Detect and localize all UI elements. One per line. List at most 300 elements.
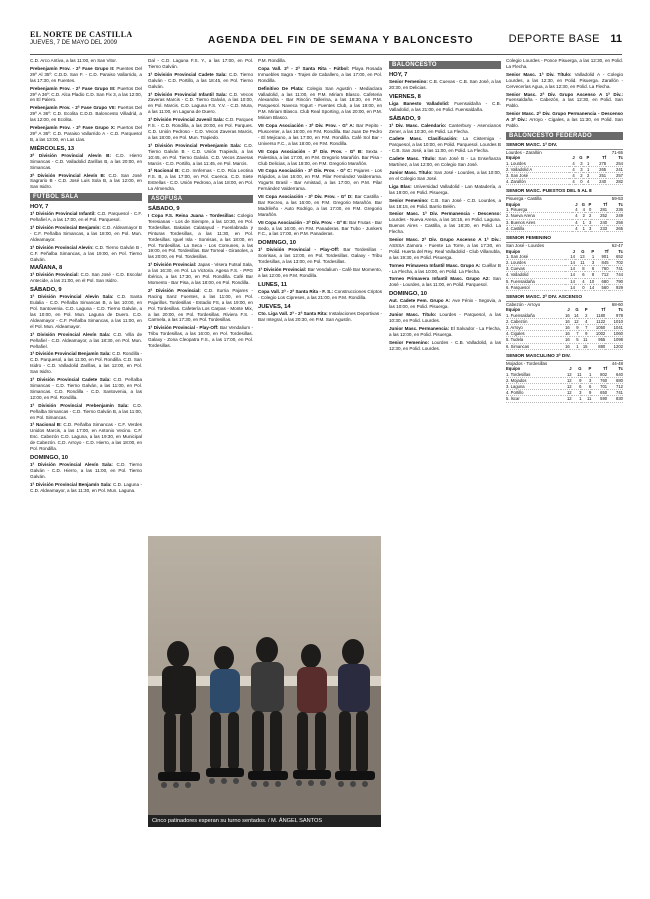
table-cell: 6 <box>585 266 595 272</box>
match-details: Lourdes - C.B. Valladolid, a las 12:30, en Polid. Lourdes. <box>389 339 501 351</box>
table-cell: 1 <box>585 254 595 260</box>
match-details: C.D. Peñalba Simancas - C.D. Tierno Galván, a las 11:00, en Pol. Simancas. C.D. Rondilla - C.D. Santovenia, a las 12:00, en Pol. Rondilla. <box>30 377 142 400</box>
schedule-entry <box>30 422 142 452</box>
table-cell: 14 <box>565 259 575 265</box>
standings-table <box>506 366 623 402</box>
schedule-entry <box>258 149 382 167</box>
schedule-entry <box>389 170 501 182</box>
match-details: San José - Lourdes, a las 11:00, en Polid. Parquesol. <box>389 276 501 288</box>
match-details: C.D. Santa Eulalia - C.D. Peñalba Simancas B, a las 10:00, en Pol. Santovenia. C.D. Laguna - C.D. Tierno Galván, a las 10:00, en Pol. Mun. Laguna de Duero. C.D. Aldeamayor - C.F. Peñalba Simancas, a las 11:00, en el Pol. Mun. Aldeamayor. <box>30 294 142 329</box>
table-cell: 929 <box>609 284 623 290</box>
schedule-entry <box>30 211 142 223</box>
standings-table <box>506 307 623 349</box>
schedule-entry <box>148 117 253 141</box>
schedule-entry <box>148 92 253 116</box>
result-score: 44-48 <box>611 360 623 366</box>
schedule-entry <box>30 294 142 329</box>
schedule-entry <box>389 156 501 168</box>
table-cell: 6. Simancas <box>506 343 561 349</box>
match-details: Cuéllar B - La Flecha, a las 10:00, en Polid. La Flecha. <box>389 262 501 274</box>
match-details: C.D. Hierro Simancas - C.D. Valladolid Zarillas B, a las 20:00, en Simancas. <box>30 152 142 170</box>
column-header: Tf <box>604 248 609 254</box>
table-cell: 760 <box>594 266 608 272</box>
schedule-entry <box>258 289 382 301</box>
table-row <box>506 179 623 185</box>
schedule-entry <box>148 168 253 192</box>
result-score: 59-53 <box>611 196 623 202</box>
schedule-entry <box>30 332 142 350</box>
schedule-entry <box>258 86 382 121</box>
column-header: J <box>572 155 575 161</box>
match-details: C.D. San José - C.D. Escolar Antecide, a las 21:00, en el Pol. San Isidro. <box>30 272 142 284</box>
table-cell: 845 <box>594 259 608 265</box>
competition-name: 1ª División Provincial Prebenjamín Sala: <box>148 142 244 148</box>
competition-name: 1ª División Provincial Alevín Sala: <box>30 294 118 300</box>
day-heading: DOMINGO, 10 <box>30 454 69 461</box>
table-cell: 236 <box>607 207 623 213</box>
col2-items2 <box>148 213 253 349</box>
table-cell: 1. San José <box>506 254 565 260</box>
match-details: C.B. San José - C.D. Lourdes, a las 18:15, en Polid. Barrio Belén. <box>389 197 501 209</box>
section-band-asofusa: ASOFUSA <box>148 195 253 203</box>
table-cell: 1. Pisuerga <box>506 207 572 213</box>
table-cell: 712 <box>607 383 623 389</box>
table-cell: 2. Lourdes <box>506 259 565 265</box>
day-heading: LUNES, 11 <box>258 281 287 288</box>
competition-name: 1ª División Provincial - Play-Off: <box>258 247 344 253</box>
col1-items6 <box>30 462 142 494</box>
table-cell: 4. Castilla <box>506 225 572 231</box>
table-cell: 14 <box>565 284 575 290</box>
table-cell: 240 <box>589 179 606 185</box>
standings-title: SENIOR MASC. PUESTOS DEL 5 AL 8 <box>506 189 623 196</box>
match-details: Puentes Del 29º Al 35º: C.D.D. San F. - C.D. Paraiso Vallarrido, a las 17:30, en Fuentes. <box>30 65 142 83</box>
match-details: C.D. Arco Antiva, a las 11:00, en San Vitor. <box>30 58 117 63</box>
table-cell: 14 <box>565 278 575 284</box>
table-cell: 1. Lourdes <box>506 161 569 167</box>
table-cell: 3. Arroyo <box>506 325 561 331</box>
table-cell: 1 <box>581 372 591 378</box>
standings-table-block <box>506 189 623 232</box>
competition-name: Aut. Cadete Fem. Grupo A: <box>389 298 453 304</box>
competition-name: Copa Vall. 2ª - 2ª Santa Rita - Fútbol: <box>258 65 352 71</box>
table-cell: 702 <box>609 259 623 265</box>
schedule-entry <box>389 237 501 261</box>
col1-items <box>30 58 142 143</box>
schedule-entry <box>30 272 142 284</box>
table-cell: 11 <box>572 372 582 378</box>
issue-date: JUEVES, 7 DE MAYO DEL 2009 <box>30 40 118 46</box>
table-cell: 16 <box>561 343 570 349</box>
skaters-photo-image <box>148 536 381 815</box>
competition-name: 1ª División Provincial Alevín Sala: <box>30 461 117 467</box>
table-cell: 901 <box>594 254 608 260</box>
table-cell: 1010 <box>605 318 623 324</box>
table-cell: 4. Cigales <box>506 331 561 337</box>
schedule-entry <box>258 194 382 218</box>
table-cell: 680 <box>594 278 608 284</box>
competition-name: 1ª Nacional B: <box>30 422 64 428</box>
day-heading: SÁBADO, 9 <box>389 115 421 122</box>
table-cell: 1098 <box>605 337 623 343</box>
table-cell: 5. Tudela <box>506 337 561 343</box>
table-cell: 240 <box>591 219 607 225</box>
day-heading: MIÉRCOLES, 13 <box>30 145 75 152</box>
standings-title: SENIOR FEMENINO <box>506 236 623 243</box>
table-cell: 1041 <box>605 325 623 331</box>
match-details: Arroyo - Cigales, a las 11:30, en Polid. San Pablo. <box>506 117 623 129</box>
competition-name: Senior Masc. 2ª Div. Grupo Permanencia - Descenso A 3ª Div.: <box>506 111 623 123</box>
table-cell: 12 <box>561 383 572 389</box>
table-cell: 880 <box>588 343 606 349</box>
col1-items2 <box>30 153 142 190</box>
schedule-entry <box>258 123 382 147</box>
standings-table-block <box>506 236 623 291</box>
column-header: Tc <box>618 155 623 161</box>
competition-name: Liga Banesto Valladolid: <box>389 100 455 106</box>
table-cell: 16 <box>561 318 570 324</box>
schedule-entry <box>148 325 253 349</box>
table-row <box>506 396 623 402</box>
competition-name: 1ª División Provincial Alevín: <box>30 244 96 250</box>
table-cell: 249 <box>607 213 623 219</box>
result-score: 68-60 <box>611 301 623 307</box>
match-details: C.B. Cuevas - C.B. San José, a las 20:30, en Delicias. <box>389 79 501 90</box>
competition-name: Senior Femenino: <box>389 339 432 345</box>
result-teams: Lourdes - Zarallón <box>506 149 542 155</box>
column-header: P <box>584 307 588 313</box>
schedule-entry <box>389 136 501 154</box>
col5-items <box>506 58 623 129</box>
match-details: San José B - La Enseñanza Martínez, a las 12:00, en Colegio San José. <box>389 156 501 168</box>
competition-name: Prebenjamín Prov. - 2ª Fase Grupo VII: <box>30 105 118 111</box>
column-header: J <box>567 307 570 313</box>
standings-table <box>506 155 623 185</box>
table-row <box>506 225 623 231</box>
table-cell: 16 <box>561 313 570 319</box>
table-cell: 7 <box>570 331 579 337</box>
day-heading: DOMINGO, 10 <box>389 291 428 298</box>
match-details: ASSSA Zamora - Fuente La Torre, a las 17:30, en Polid. Huerta del Rey. Real Valladolid - Club Villanubla, a las 19:30, en Polid. Pisuerga. <box>389 242 501 260</box>
match-details: C.D. Parquesol - C.F. Peñafiel A, a las 17:00, en el Pol. Parquesol. <box>30 211 142 223</box>
column-1 <box>30 58 142 858</box>
match-details: C.D. Villa de Peñafiel - C.D. Aldeamayor, a las 18:30, en Pol. Mun. Peñafiel. <box>30 331 142 349</box>
competition-name: 1ª División Provincial Benjamín Sala: <box>30 481 114 487</box>
schedule-entry <box>30 462 142 480</box>
column-2 <box>148 58 253 530</box>
match-details: Lourdes - Parquesol, a las 10:30, en Polid. Lourdes. <box>389 312 501 323</box>
table-cell: 978 <box>605 313 623 319</box>
table-cell: 4 <box>572 225 577 231</box>
schedule-entry <box>258 168 382 192</box>
table-cell: 3. San José <box>506 173 569 179</box>
col4-items3 <box>389 123 501 289</box>
standings-tables <box>506 143 623 403</box>
table-cell: 11 <box>579 337 588 343</box>
match-details: Sexta - Palestina, a las 17:00, en P.M. Gregorio Marañón. Bar Pisa - Club Delicias, a las 18:00, en P.M. Gregorio Marañón. <box>258 148 382 166</box>
result-teams: Pisuerga - Castilla <box>506 196 542 202</box>
competition-name: Definitivo De Plata: <box>258 85 307 91</box>
table-cell: 712 <box>594 272 608 278</box>
competition-name: Copa Vall. 2ª - 2ª Santa Rita - F. S.: <box>258 288 335 294</box>
match-details: Puertos Del 29º A 36º: C.D. Paraiso Vallarrido A - C.D. Parquesol B, a las 13:00, en Las Llas. <box>30 125 142 142</box>
table-cell: 3. Cuevas <box>506 266 565 272</box>
table-row <box>506 284 623 290</box>
day-heading: VIERNES, 8 <box>389 93 421 100</box>
standings-table-block <box>506 354 623 403</box>
table-cell: 10 <box>585 278 595 284</box>
match-details: C.D. Parques F.S. - C.D. Rondilla, a las 20:00, en Pol. Parques. C.D. Unión Pedroso - C.D. Vecos Zaveras Marcis, a las 18:00, en Pol. Mun. Trapiedo. <box>148 117 253 140</box>
schedule-entry <box>389 312 501 324</box>
schedule-entry <box>389 263 501 275</box>
day-heading: SÁBADO, 9 <box>30 287 62 294</box>
table-cell: 251 <box>589 173 606 179</box>
table-cell: 13 <box>575 254 585 260</box>
competition-name: 1ª División Provincial Benjamín Sala: <box>30 351 113 357</box>
schedule-entry <box>30 105 142 123</box>
schedule-entry <box>148 288 253 323</box>
table-cell: 281 <box>591 207 607 213</box>
competition-name: Cadete Masc. Clasificación: <box>389 136 463 142</box>
col2-items <box>148 58 253 192</box>
schedule-entry <box>506 72 623 90</box>
table-cell: 2. Mojados <box>506 377 561 383</box>
match-details: Puertos Del 29º A 36º: C.D. Alca Pladio C.D. San Fix 3, a las 12:00, en El Palero. <box>30 85 142 103</box>
skaters-photo <box>148 536 381 815</box>
match-details: Valladolid A - Colegio Lourdes, a las 12:30, en Polid. Pisuerga. Zarallón - Cervecerías Agua, a las 12:30, en Polid. La Flecha. <box>506 71 623 89</box>
table-cell: 2. Cabezón <box>506 318 561 324</box>
table-cell: 5. Fuensaldaña <box>506 278 565 284</box>
competition-name: Junior Masc. Título: <box>389 312 440 318</box>
schedule-entry <box>389 101 501 113</box>
match-details: C.D. San José Sagrario B - C.D. José Luis Sola B, a las 12:00, en San Isidro. <box>30 172 142 190</box>
schedule-entry <box>389 276 501 288</box>
match-details: C.D. Vecos Zaveras Marcis - C.D. Tierno Galván, a las 10:00, en Pol. Marcis. C.D. Laguna F.S. Y.V. - C.D. Mura, a las 11:00, en Laguna de Duero. <box>148 91 253 115</box>
table-cell: 590 <box>591 396 607 402</box>
schedule-entry <box>30 125 142 143</box>
table-cell: 6 <box>575 272 585 278</box>
table-cell: 6 <box>581 383 591 389</box>
match-details: Pajares - Los Rápidos, a las 16:00, en P.M. Pilar Fernández Valderrama. Yogurts Brasil - Bar Amistad, a las 17:00, en P.M. Pilar Fernández Valderrama. <box>258 168 382 192</box>
table-cell: 14 <box>585 284 595 290</box>
schedule-entry <box>389 298 501 310</box>
table-cell: 5. Íscar <box>506 396 561 402</box>
column-header: Equipo <box>506 366 521 372</box>
column-header: J <box>572 248 575 254</box>
competition-name: VII Copa Asociación - 3ª Div. Prov. - Gº D: <box>258 194 355 200</box>
schedule-entry <box>506 58 623 70</box>
competition-name: Cto. Liga Vall. 2ª - 2ª Santa Rita: <box>258 310 330 316</box>
page-title: AGENDA DEL FIN DE SEMANA Y BALONCESTO <box>208 35 474 46</box>
standings-table <box>506 249 623 291</box>
table-cell: 3 <box>572 390 582 396</box>
competition-name: 1ª División Provincial Infantil Sala: <box>148 91 230 97</box>
match-details: Bar Vendalium - Café Bar Momento, a las 12:00, en P.M. Rondilla. <box>258 267 382 278</box>
table-cell: 3 <box>585 225 591 231</box>
section-band-futbol-sala: FÚTBOL SALA <box>30 193 142 201</box>
col1-items5 <box>30 294 142 452</box>
schedule-entry <box>30 86 142 104</box>
match-details: C.D. Tierno Galván - C.D. Hierro, a las 11:00, en Pol. Tierno Galván. <box>30 461 142 479</box>
column-4 <box>389 58 501 872</box>
schedule-entry <box>148 72 253 90</box>
schedule-entry <box>30 66 142 84</box>
table-cell: 278 <box>589 161 606 167</box>
column-header: Equipo <box>506 201 521 207</box>
table-cell: 3. Laguna <box>506 383 561 389</box>
standings-table-block <box>506 295 623 350</box>
match-details: Colegio Teresianas - Los de Siempre, a las 10:30, en Pol. Tordesillas. Bakalas Calatayud - Fuenlabrada y Pinturas Tordesillas, a las 11:30, en Pol. Tordesillas. Iguel Isla - Sonrisas, a las 18:00, en Pol. Tordesillas. La Seca - Los Comunes, a las 19:00, en Pol. Tordesillas. Bar Torreal - Girasoles, a las 20:00, en Pol. Tordesillas. <box>148 213 253 260</box>
competition-name: 3ª División Provincial Alevín B: <box>30 172 109 178</box>
photo-caption: Cinco patinadores esperan su turno sentados. / M. ÁNGEL SANTOS <box>148 815 381 827</box>
table-cell: 701 <box>591 383 607 389</box>
column-header: G <box>581 201 585 207</box>
table-cell: 8 <box>585 272 595 278</box>
competition-name: Junior Masc. Permanencia: <box>389 325 451 331</box>
schedule-entry <box>148 262 253 286</box>
match-details: C.D. Peñalba Simancas - C.F. Verdes Unidos Marcis, a las 17:00, en Antonio Vecino. C.F. Esc. Cabezón C.D. Laguna, a las 19:30, en Municipal de Cabezón. C.D. Arroyo - C.D. Hierro, a las 18:00, en Pol. Rondilla. <box>30 422 142 452</box>
schedule-entry <box>258 267 382 279</box>
table-cell: 2 <box>579 313 588 319</box>
match-details: Puertos Del 29º A 36º: C.D. Ecolita C.D.D. Baloncesto Villadrid, a las 12:00, en Ecolita. <box>30 105 142 123</box>
match-details: Playa Rosada Inmuebles Sagra - Trajes de Caballero, a las 17:00, en Pol. Rondilla. <box>258 65 382 83</box>
schedule-entry <box>30 245 142 263</box>
match-details: C.D. Laguna - C.D. Aldeamayor, a las 11:30, en Pol. Mun. Laguna. <box>30 481 142 493</box>
competition-name: Prebenjamín Prov. - 2ª Fase Grupo X: <box>30 125 118 131</box>
newspaper-brand: EL NORTE DE CASTILLA <box>30 30 133 39</box>
competition-name: 1ª Div. Masc. Calendario: <box>389 122 449 128</box>
table-cell: 4 <box>569 161 575 167</box>
match-details: C.D. Innfernas - C.D. Rúa Leotina F.S. B, a las 17:00, en Pol. Cuenca. C.D. Siete Estrellas - C.D. Unión Pedroso, a las 18:00, en Pol. La Almendra. <box>148 168 253 192</box>
match-details: C.D. Tierno Galván B - C.F. Peñalba Simancas, a las 19:00, en Pol. Tierno Galván. <box>30 244 142 262</box>
competition-name: VII Copa Asociación - 3ª Div. Prov. - Gº A: <box>258 123 357 129</box>
competition-name: Senior Femenino: <box>389 79 430 84</box>
table-cell: 256 <box>607 219 623 225</box>
schedule-entry <box>148 213 253 260</box>
table-cell: 14 <box>570 313 579 319</box>
day-heading: HOY, 7 <box>30 204 49 211</box>
table-cell: 650 <box>591 390 607 396</box>
schedule-entry <box>30 403 142 421</box>
table-cell: 6. Parquesol <box>506 284 565 290</box>
result-teams: Cabezón - Arroyo <box>506 301 541 307</box>
table-cell: 4 <box>572 207 577 213</box>
match-details: C.D. Tierno Galván B - C.D. Unión Trapiedo, a las 10:45, en Pol. Tierno Galván. C.D. Vecos Zaveras Marcis - C.D. Portillo, a las 11:45, en Pol. Marcis. <box>148 142 253 166</box>
competition-name: 1ª División Provincial Prebenjamín Sala: <box>30 402 133 408</box>
competition-name: I Copa F.S. Reina Juana - Tordesillas: <box>148 213 238 219</box>
match-details: C.D. Peñalba Simancas - C.D. Tierno Galván B, a las 11:00, en Pol. Simancas. <box>30 402 142 420</box>
day-heading: SÁBADO, 9 <box>148 206 180 213</box>
competition-name: Senior Masc. 2ª Div. Grupo Ascenso A 1ª Div.: <box>389 237 501 243</box>
table-cell: 8 <box>575 266 585 272</box>
table-cell: 1 <box>572 396 582 402</box>
table-cell: 2 <box>583 173 590 179</box>
match-details: Universidad Valladolid - Lan Matadería, a las 19:00, en Polid. Pisuerga. <box>389 183 501 195</box>
table-cell: 1180 <box>588 313 606 319</box>
table-cell: 560 <box>594 284 608 290</box>
competition-name: VII Copa Asociación - 3ª Div. Prov. - Gº C: <box>258 168 354 174</box>
table-cell: 12 <box>561 396 572 402</box>
schedule-entry <box>389 198 501 210</box>
table-cell: 6 <box>572 383 582 389</box>
competition-name: 1ª División Provincial Juvenil Sala: <box>148 117 226 123</box>
table-cell: 252 <box>591 213 607 219</box>
table-cell: 0 <box>585 207 591 213</box>
schedule-entry <box>30 482 142 494</box>
table-cell: 14 <box>565 266 575 272</box>
table-cell: 3 <box>581 377 591 383</box>
schedule-entry <box>30 58 142 64</box>
column-header: Tc <box>618 366 623 372</box>
table-cell: 4 <box>569 173 575 179</box>
table-cell: 0 <box>575 179 583 185</box>
table-cell: 2 <box>575 173 583 179</box>
table-cell: 9 <box>579 331 588 337</box>
competition-name: Senior Femenino: <box>389 197 431 203</box>
column-header: G <box>581 248 585 254</box>
section-name: DEPORTE BASE <box>508 33 600 45</box>
schedule-entry <box>389 326 501 338</box>
competition-name: VII Copa Asociación - 3ª Div. Prov. - Gº B: <box>258 148 366 154</box>
column-header: P <box>588 201 592 207</box>
table-cell: 741 <box>609 266 623 272</box>
table-cell: 1202 <box>605 343 623 349</box>
column-header: Tf <box>601 307 606 313</box>
table-cell: 12 <box>561 377 572 383</box>
table-cell: 257 <box>606 173 623 179</box>
table-cell: 2 <box>578 213 585 219</box>
competition-name: 1ª División Provincial: <box>30 272 81 278</box>
schedule-entry <box>30 377 142 401</box>
match-details: Fuensaldaña - C.B. Valladolid, a las 21:00, en Polid. Fuensaldaña. <box>389 100 501 112</box>
schedule-entry <box>30 225 142 243</box>
table-cell: 282 <box>606 179 623 185</box>
schedule-entry <box>506 92 623 110</box>
table-cell: 4 <box>572 213 577 219</box>
table-cell: 11 <box>575 259 585 265</box>
schedule-entry <box>148 58 253 70</box>
competition-name: Prebenjamín Prov. - 2ª Fase Grupo III: <box>30 85 118 91</box>
schedule-entry <box>389 184 501 196</box>
table-cell: 4 <box>578 207 585 213</box>
table-cell: 9 <box>581 390 591 396</box>
match-details: Bar Vendalium - Tribu Tordesillas, a las 16:00, en Pol. Tordesillas. Galaxy - Zona Cleopatra F.S., a las 17:00, en Pol. Tordesillas. <box>148 325 253 349</box>
result-teams: Mojados - Tordesillas <box>506 360 548 366</box>
table-cell: 1122 <box>588 318 606 324</box>
schedule-entry <box>389 79 501 91</box>
competition-name: Torneo Primavera Infantil Masc. Grupo A: <box>389 262 482 268</box>
schedule-entry <box>258 311 382 323</box>
table-cell: 5 <box>570 337 579 343</box>
table-cell: 3 <box>585 219 591 225</box>
table-cell: 7 <box>579 325 588 331</box>
table-cell: 9 <box>572 377 582 383</box>
column-header: Tf <box>603 201 608 207</box>
table-cell: 1. Fuensaldaña <box>506 313 561 319</box>
table-row <box>506 343 623 349</box>
col4-items2 <box>389 101 501 113</box>
table-cell: 233 <box>591 225 607 231</box>
column-header: Tc <box>618 307 623 313</box>
table-cell: 2. Valladolid A <box>506 166 569 172</box>
competition-name: Junior Masc. Título: <box>389 169 435 175</box>
column-5 <box>506 58 623 872</box>
result-score: 62-47 <box>611 243 623 248</box>
competition-name: 1ª División Provincial Cadete Sala: <box>148 71 229 77</box>
table-cell: 680 <box>607 377 623 383</box>
competition-name: 1ª División Provincial Cadete Sala: <box>30 377 114 383</box>
table-cell: 4 <box>569 166 575 172</box>
